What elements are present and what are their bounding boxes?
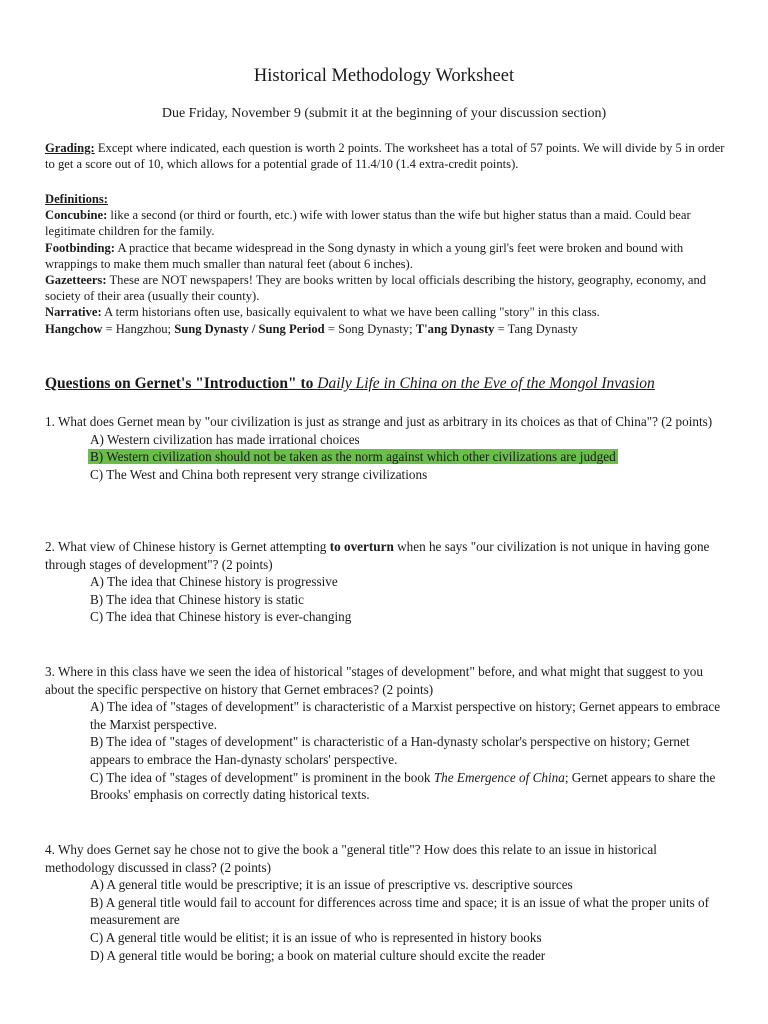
book-title: Daily Life in China on the Eve of the Mongol Invasion bbox=[317, 375, 655, 392]
definition-text: These are NOT newspapers! They are books written by local officials describing the history, geography, economy, and society of their area (usually their county). bbox=[45, 273, 707, 304]
question-4 bbox=[45, 841, 725, 964]
highlighted-answer: B) Western civilization should not be taken as the norm against which other civilizations are judged bbox=[90, 449, 616, 465]
definitions-heading: Definitions: bbox=[45, 192, 108, 206]
question-1 bbox=[45, 413, 725, 483]
answer-option: A) The idea of "stages of development" is characteristic of a Marxist perspective on history; Gernet appears to embrace the Marxist perspective. bbox=[90, 699, 721, 732]
grading-label: Grading: bbox=[45, 141, 95, 155]
question-3 bbox=[45, 663, 725, 804]
answer-text-part: ; Gernet appears to share the Brooks' emphasis on correctly dating historical texts. bbox=[90, 769, 716, 803]
definition-item bbox=[45, 240, 725, 272]
question-emphasis: to overturn bbox=[329, 539, 394, 554]
question-2 bbox=[45, 538, 725, 626]
answer-option: C) The West and China both represent very strange civilizations bbox=[90, 466, 428, 482]
equiv-text: = Hangzhou; bbox=[102, 321, 175, 336]
section-heading bbox=[45, 375, 745, 393]
answer-option: B) The idea of "stages of development" is characteristic of a Han-dynasty scholar's perspective on history; Gernet appears to embrace the Han-dynasty scholars' perspective. bbox=[90, 734, 690, 767]
answer-option: B) A general title would fail to account for differences across time and space; it is an issue of what the proper units of measurement are bbox=[90, 894, 710, 928]
answer-option: B) The idea that Chinese history is static bbox=[90, 591, 305, 607]
definition-item bbox=[45, 304, 725, 320]
definition-text: like a second (or third or fourth, etc.) wife with lower status than the wife but higher status than a maid. Could bear legitimate children for the family. bbox=[45, 208, 691, 239]
question-text-part: when he says "our civilization is not unique in having gone through stages of development"? (2 points) bbox=[45, 539, 710, 572]
question-text-part: 2. What view of Chinese history is Gernet attempting bbox=[45, 539, 330, 554]
definition-term: Concubine: bbox=[45, 208, 108, 223]
answer-text-part: C) The idea of "stages of development" is prominent in the book bbox=[90, 769, 434, 785]
due-date: Due Friday, November 9 (submit it at the beginning of your discussion section) bbox=[161, 106, 607, 121]
definitions-block bbox=[45, 191, 725, 337]
definition-text: A term historians often use, basically equivalent to what we have been calling "story" in this class. bbox=[101, 305, 600, 320]
grading-text: Except where indicated, each question is worth 2 points. The worksheet has a total of 57 points. We will divide by 5 in order to get a score out of 10, which allows for a potential grade of 11.4/10 (1.4 extra-credit points). bbox=[45, 141, 725, 172]
equiv-text: = Tang Dynasty bbox=[494, 321, 578, 336]
equiv-text: = Song Dynasty; bbox=[324, 321, 416, 336]
answer-option bbox=[90, 769, 725, 804]
definition-text: A practice that became widespread in the Song dynasty in which a young girl's feet were broken and bound with wrappings to make them much smaller than natural feet (about 6 inches). bbox=[45, 240, 684, 271]
equiv-term: T'ang Dynasty bbox=[415, 321, 495, 336]
grading-paragraph bbox=[45, 140, 725, 172]
section-heading-prefix: Questions on Gernet's "Introduction" to bbox=[45, 375, 318, 392]
equiv-term: Hangchow bbox=[45, 321, 103, 336]
name-equivalents bbox=[45, 321, 725, 337]
definition-item bbox=[45, 207, 725, 239]
question-text: 3. Where in this class have we seen the idea of historical "stages of development" before, and what might that suggest to you about the specific perspective on history that Gernet embraces? (2 points) bbox=[45, 664, 703, 697]
equiv-term: Sung Dynasty / Sung Period bbox=[174, 321, 325, 336]
question-text: 1. What does Gernet mean by "our civilization is just as strange and just as arbitrary in its choices as that of China"? (2 points) bbox=[45, 414, 713, 429]
question-text: 4. Why does Gernet say he chose not to give the book a "general title"? How does this relate to an issue in historical methodology discussed in class? (2 points) bbox=[45, 842, 657, 875]
answer-option: C) A general title would be elitist; it is an issue of who is represented in history books bbox=[90, 929, 542, 945]
definition-term: Gazetteers: bbox=[45, 273, 107, 288]
definition-term: Narrative: bbox=[45, 305, 102, 320]
answer-option: A) The idea that Chinese history is progressive bbox=[90, 574, 338, 590]
answer-option: A) A general title would be prescriptive; it is an issue of prescriptive vs. descriptive sources bbox=[90, 877, 573, 893]
answer-option-highlighted bbox=[90, 448, 725, 466]
answer-option: C) The idea that Chinese history is ever-changing bbox=[90, 609, 352, 625]
question-text bbox=[45, 538, 725, 573]
cited-book-title: The Emergence of China bbox=[433, 769, 565, 785]
definition-term: Footbinding: bbox=[45, 240, 115, 255]
definition-item bbox=[45, 272, 725, 304]
answer-option: D) A general title would be boring; a book on material culture should excite the reader bbox=[90, 947, 546, 963]
answer-option: A) Western civilization has made irrational choices bbox=[90, 431, 360, 447]
page-title: Historical Methodology Worksheet bbox=[253, 66, 515, 86]
